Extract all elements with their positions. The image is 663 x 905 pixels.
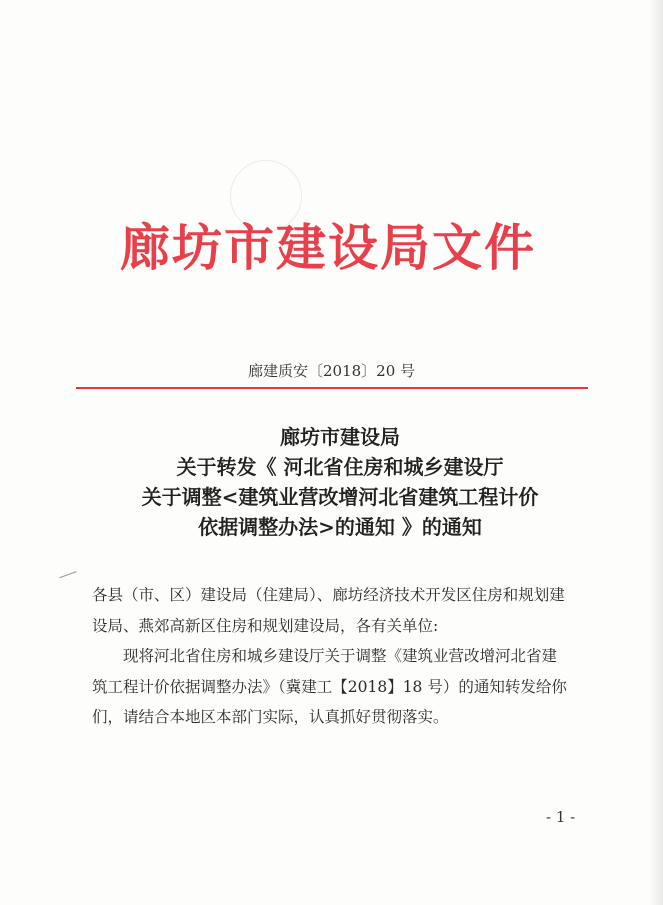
recipients-paragraph: 各县（市、区）建设局（住建局）、廊坊经济技术开发区住房和规划建设局、燕郊高新区住房和规划建设局，各有关单位: [92,586,565,635]
title-line: 廊坊市建设局 [280,425,400,449]
scan-mark [59,571,78,584]
title-line: 关于转发《 河北省住房和城乡建设厅 [176,455,504,479]
scan-edge-shadow [649,0,663,905]
document-header-title: 廊坊市建设局文件 [120,218,536,277]
red-divider-line [76,387,588,389]
content-paragraph: 现将河北省住房和城乡建设厅关于调整《建筑业营改增河北省建筑工程计价依据调整办法》（冀建工【2018】18 号）的通知转发给你们，请结合本地区本部门实际，认真抓好贯彻落实。 [92,647,567,726]
notice-title [60,422,620,542]
title-line: 关于调整<建筑业营改增河北省建筑工程计价 [141,485,539,509]
document-number: 廊建质安〔2018〕20 号 [247,362,416,380]
notice-body [92,580,572,733]
page-number: - 1 - [546,808,576,826]
title-line: 依据调整办法>的通知 》的通知 [198,515,482,539]
